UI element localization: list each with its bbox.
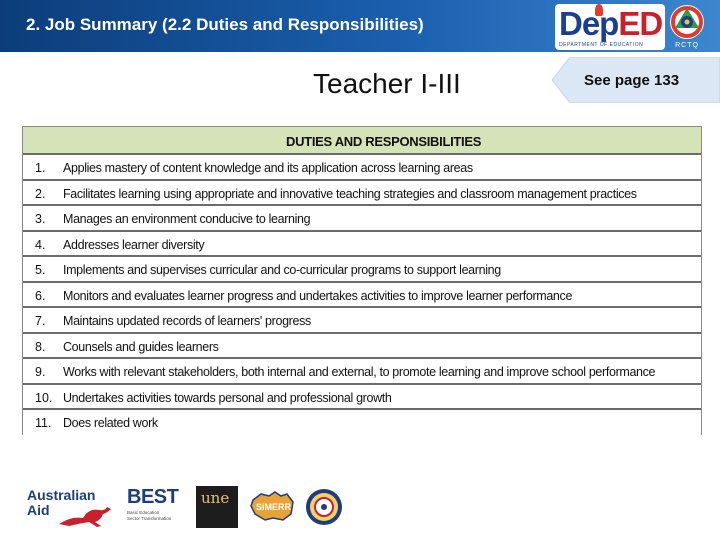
row-number: 6.: [35, 288, 46, 303]
table-heading-text: DUTIES AND RESPONSIBILITIES: [286, 134, 482, 149]
row-text: Counsels and guides learners: [63, 339, 219, 354]
table-row: [23, 283, 701, 309]
table-row: [23, 334, 701, 360]
rctq-logo: [667, 2, 707, 50]
best-logo: [127, 486, 187, 528]
row-number: 7.: [35, 314, 46, 328]
simerr-logo: [247, 490, 297, 524]
deped-logo-wordmark: [559, 6, 662, 42]
row-number: 2.: [35, 186, 46, 201]
row-number: 5.: [35, 263, 46, 277]
table-row: [23, 359, 701, 385]
kangaroo-icon: [57, 504, 115, 528]
header-divider: [0, 52, 720, 56]
table-row: [23, 385, 701, 411]
best-subtext: Basic Education Sector Transformation: [127, 510, 172, 521]
table-row: [23, 206, 701, 232]
row-text: Maintains updated records of learners' progress: [63, 314, 311, 328]
callout-text: See page 133: [584, 72, 680, 89]
government-seal-logo: [305, 488, 343, 526]
australian-aid-text: Australian Aid: [27, 487, 96, 518]
australian-aid-logo: [27, 488, 117, 528]
best-wordmark: BEST: [127, 486, 179, 508]
slide-title: 2. Job Summary (2.2 Duties and Responsibilities): [26, 15, 424, 34]
row-number: 4.: [35, 237, 46, 252]
row-number: 11.: [35, 416, 52, 430]
duties-table: [22, 126, 702, 435]
row-number: 10.: [35, 390, 53, 405]
une-wordmark: une: [201, 489, 230, 507]
table-row: [23, 181, 701, 207]
table-row: [23, 308, 701, 334]
row-text: Works with relevant stakeholders, both internal and external, to promote learning and improve school performance: [63, 365, 656, 379]
job-title: Teacher I-III: [313, 68, 461, 99]
rctq-emblem-icon: [667, 2, 707, 42]
deped-logo: [555, 4, 665, 50]
partner-logos: [0, 478, 720, 534]
simerr-wordmark: SiMERR: [256, 502, 292, 512]
row-text: Facilitates learning using appropriate and innovative teaching strategies and classroom management practices: [63, 186, 637, 201]
table-row: [23, 410, 701, 436]
row-text: Does related work: [63, 416, 158, 430]
table-row: [23, 155, 701, 181]
table-heading: [23, 127, 701, 155]
rctq-label: RCTQ: [675, 42, 699, 49]
row-number: 8.: [35, 339, 46, 354]
row-text: Monitors and evaluates learner progress and undertakes activities to improve learner performance: [63, 288, 573, 303]
page-reference-callout: [552, 57, 720, 103]
table-row: [23, 232, 701, 258]
row-text: Applies mastery of content knowledge and its application across learning areas: [63, 161, 473, 175]
row-text: Implements and supervises curricular and co-curricular programs to support learning: [63, 263, 501, 277]
seal-icon: [305, 488, 343, 526]
deped-logo-subtext: DEPARTMENT OF EDUCATION: [559, 42, 644, 48]
row-text: Manages an environment conducive to learning: [63, 212, 311, 226]
row-number: 1.: [35, 161, 46, 175]
row-text: Addresses learner diversity: [63, 237, 205, 252]
deped-logo-part-ed: ED: [618, 5, 663, 42]
deped-logo-part-dep: Dep: [559, 5, 619, 42]
row-number: 3.: [35, 212, 46, 226]
row-number: 9.: [35, 365, 46, 379]
row-text: Undertakes activities towards personal and professional growth: [63, 390, 392, 405]
une-logo: [196, 486, 238, 528]
table-row: [23, 257, 701, 283]
